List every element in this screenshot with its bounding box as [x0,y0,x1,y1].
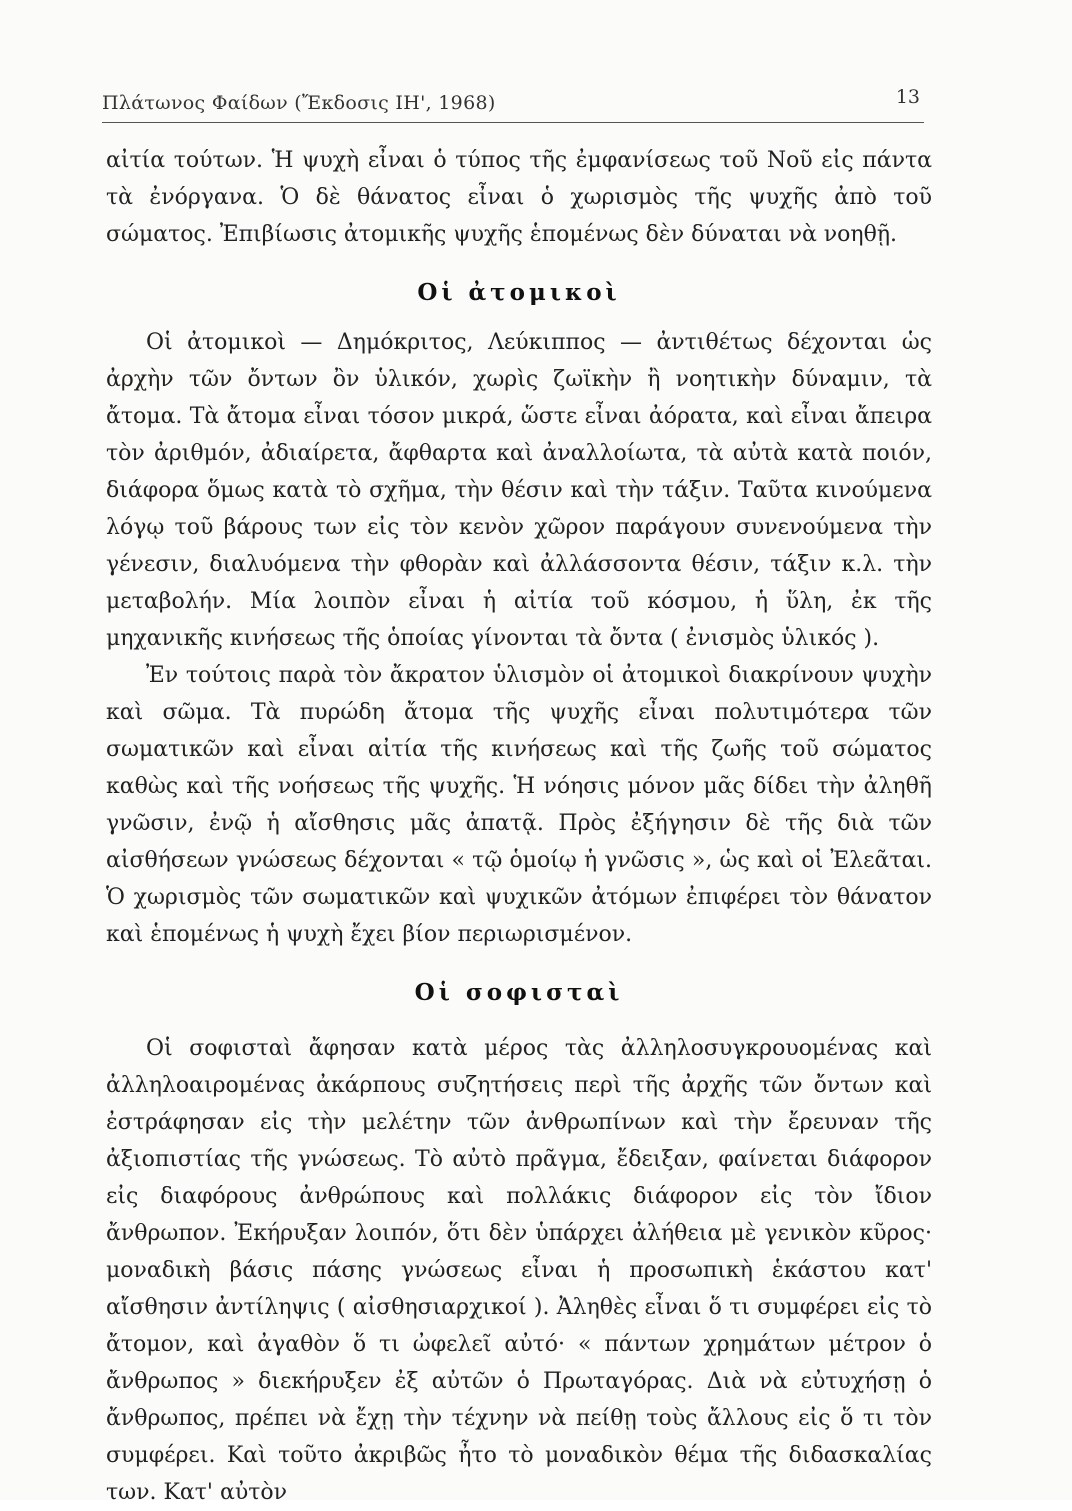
page-number: 13 [895,86,920,108]
running-header [102,86,922,120]
header-rule [102,122,924,123]
running-title: Πλάτωνος Φαίδων (Ἔκδοσις ΙΗ', 1968) [102,92,496,114]
atomists-paragraph: Οἱ ἀτομικοὶ — Δημόκριτος, Λεύκιππος — ἀντιθέτως δέχονται ὡς ἀρχὴν τῶν ὄντων ὂν ὑλικόν, χωρὶς ζωϊκὴν ἢ νοητικὴν δύναμιν, τὰ ἄτομα. Τὰ ἄτομα εἶναι τόσον μικρά, ὥστε εἶναι ἀόρατα, καὶ εἶναι ἄπειρα τὸν ἀριθμόν, ἀδιαίρετα, ἄφθαρτα καὶ ἀναλλοίωτα, τὰ αὐτὰ κατὰ ποιόν, διάφορα ὅμως κατὰ τὸ σχῆμα, τὴν θέσιν καὶ τὴν τάξιν. Ταῦτα κινούμενα λόγῳ τοῦ βάρους των εἰς τὸν κενὸν χῶρον παράγουν συνενούμενα τὴν γένεσιν, διαλυόμενα τὴν φθορὰν καὶ ἀλλάσσοντα θέσιν, τάξιν κ.λ. τὴν μεταβολήν. Μία λοιπὸν εἶναι ἡ αἰτία τοῦ κόσμου, ἡ ὕλη, ἐκ τῆς μηχανικῆς κινήσεως τῆς ὁποίας γίνονται τὰ ὄντα ( ἐνισμὸς ὑλικός ). [106,330,932,651]
body-text [106,142,932,1511]
sophists-paragraph: Οἱ σοφισταὶ ἄφησαν κατὰ μέρος τὰς ἀλληλοσυγκρουομένας καὶ ἀλληλοαιρομένας ἀκάρπους συζητήσεις περὶ τῆς ἀρχῆς τῶν ὄντων καὶ ἐστράφησαν εἰς τὴν μελέτην τῶν ἀνθρωπίνων καὶ τὴν ἔρευναν τῆς ἀξιοπιστίας τῆς γνώσεως. Τὸ αὐτὸ πρᾶγμα, ἔδειξαν, φαίνεται διάφορον εἰς διαφόρους ἀνθρώπους καὶ πολλάκις διάφορον εἰς τὸν ἴδιον ἄνθρωπον. Ἐκήρυξαν λοιπόν, ὅτι δὲν ὑπάρχει ἀλήθεια μὲ γενικὸν κῦρος· μοναδικὴ βάσις πάσης γνώσεως εἶναι ἡ προσωπικὴ ἑκάστου κατ' αἴσθησιν ἀντίληψις ( αἰσθησιαρχικοί ). Ἀληθὲς εἶναι ὅ τι συμφέρει εἰς τὸ ἄτομον, καὶ ἀγαθὸν ὅ τι ὠφελεῖ αὐτό· « πάντων χρημάτων μέτρον ὁ ἄνθρωπος » διεκήρυξεν ἐξ αὐτῶν ὁ Πρωταγόρας. Διὰ νὰ εὐτυχήσῃ ὁ ἄνθρωπος, πρέπει νὰ ἔχῃ τὴν τέχνην νὰ πείθῃ τοὺς ἄλλους εἰς ὅ τι τὸν συμφέρει. Καὶ τοῦτο ἀκριβῶς ἦτο τὸ μοναδικὸν θέμα τῆς διδασκαλίας των. Κατ' αὐτὸν [106,1036,932,1505]
section-heading-atomists: Οἱ ἀτομικοὶ [417,279,621,306]
intro-paragraph: αἰτία τούτων. Ἡ ψυχὴ εἶναι ὁ τύπος τῆς ἐμφανίσεως τοῦ Νοῦ εἰς πάντα τὰ ἐνόργανα. Ὁ δὲ θάνατος εἶναι ὁ χωρισμὸς τῆς ψυχῆς ἀπὸ τοῦ σώματος. Ἐπιβίωσις ἀτομικῆς ψυχῆς ἑπομένως δὲν δύναται νὰ νοηθῇ. [106,148,932,247]
atomists-paragraph: Ἐν τούτοις παρὰ τὸν ἄκρατον ὑλισμὸν οἱ ἀτομικοὶ διακρίνουν ψυχὴν καὶ σῶμα. Τὰ πυρώδη ἄτομα τῆς ψυχῆς εἶναι πολυτιμότερα τῶν σωματικῶν καὶ εἶναι αἰτία τῆς κινήσεως καὶ τῆς ζωῆς τοῦ σώματος καθὼς καὶ τῆς νοήσεως τῆς ψυχῆς. Ἡ νόησις μόνον μᾶς δίδει τὴν ἀληθῆ γνῶσιν, ἐνῷ ἡ αἴσθησις μᾶς ἀπατᾷ. Πρὸς ἐξήγησιν δὲ τῆς διὰ τῶν αἰσθήσεων γνώσεως δέχονται « τῷ ὁμοίῳ ἡ γνῶσις », ὡς καὶ οἱ Ἐλεᾶται. Ὁ χωρισμὸς τῶν σωματικῶν καὶ ψυχικῶν ἀτόμων ἐπιφέρει τὸν θάνατον καὶ ἑπομένως ἡ ψυχὴ ἔχει βίον περιωρισμένον. [106,663,932,947]
section-heading-sophists: Οἱ σοφισταὶ [414,979,624,1006]
